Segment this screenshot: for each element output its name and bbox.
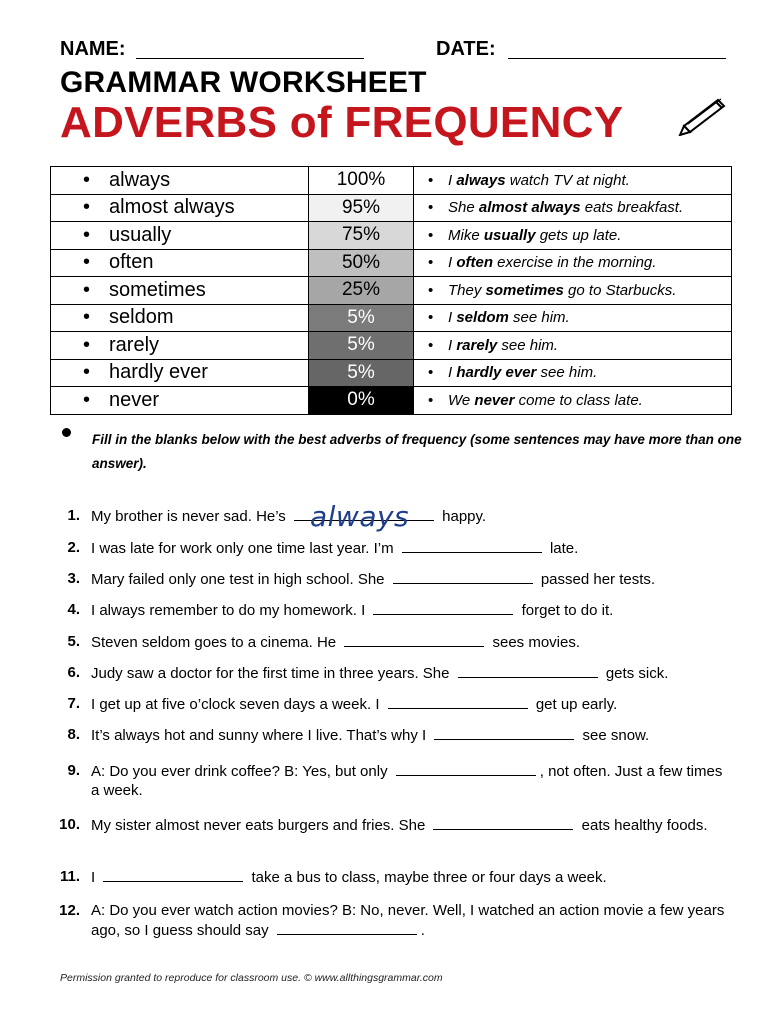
question-post: forget to do it. bbox=[517, 602, 614, 619]
example-pre: I bbox=[448, 364, 457, 382]
question-number: 3. bbox=[67, 570, 80, 587]
bullet: • bbox=[428, 254, 434, 272]
question-post: passed her tests. bbox=[536, 571, 656, 588]
percent-cell: 5% bbox=[309, 332, 414, 360]
frequency-row bbox=[51, 249, 732, 277]
frequency-row bbox=[51, 304, 732, 332]
percent-cell: 75% bbox=[309, 222, 414, 250]
question-item bbox=[58, 538, 728, 558]
example-adverb: often bbox=[456, 254, 494, 272]
example-cell bbox=[414, 194, 732, 222]
question-pre: I get up at five o’clock seven days a week. I bbox=[91, 696, 384, 713]
example-adverb: usually bbox=[483, 226, 536, 244]
question-number: 4. bbox=[67, 601, 80, 618]
example-pre: I bbox=[448, 336, 457, 354]
question-pre: I always remember to do my homework. I bbox=[91, 602, 370, 619]
answer-blank[interactable] bbox=[103, 867, 243, 882]
adverb-cell bbox=[51, 249, 309, 277]
adverb-word: always bbox=[109, 168, 171, 191]
question-number: 10. bbox=[59, 816, 80, 833]
adverb-word: rarely bbox=[109, 333, 160, 356]
answer-blank[interactable] bbox=[458, 663, 598, 678]
answer-blank[interactable] bbox=[277, 920, 417, 935]
example-pre: I bbox=[448, 254, 457, 272]
percent-cell: 50% bbox=[309, 249, 414, 277]
bullet: • bbox=[83, 333, 91, 356]
question-text bbox=[91, 663, 728, 683]
question-item bbox=[58, 761, 728, 800]
handwritten-answer: always bbox=[309, 500, 410, 533]
example-pre: Mike bbox=[448, 226, 484, 244]
adverb-cell bbox=[51, 304, 309, 332]
answer-blank[interactable] bbox=[344, 632, 484, 647]
percent-cell: 0% bbox=[309, 387, 414, 415]
question-number: 8. bbox=[67, 726, 80, 743]
question-number: 12. bbox=[59, 902, 80, 919]
question-number: 9. bbox=[67, 762, 80, 779]
adverb-word: sometimes bbox=[109, 278, 206, 301]
question-item bbox=[58, 632, 728, 652]
question-pre: Steven seldom goes to a cinema. He bbox=[91, 634, 341, 651]
question-text bbox=[91, 600, 728, 620]
example-adverb: rarely bbox=[456, 336, 498, 354]
frequency-row bbox=[51, 332, 732, 360]
adverb-word: usually bbox=[109, 223, 172, 246]
adverb-cell bbox=[51, 332, 309, 360]
example-pre: We bbox=[448, 391, 475, 409]
example-post: exercise in the morning. bbox=[493, 254, 657, 272]
frequency-row bbox=[51, 167, 732, 195]
example-pre: They bbox=[448, 281, 486, 299]
adverb-cell bbox=[51, 194, 309, 222]
frequency-row bbox=[51, 387, 732, 415]
example-post: eats breakfast. bbox=[580, 199, 684, 217]
bullet: • bbox=[428, 364, 434, 382]
question-text bbox=[91, 538, 728, 558]
example-cell bbox=[414, 304, 732, 332]
percent-cell: 5% bbox=[309, 359, 414, 387]
question-item bbox=[58, 694, 728, 714]
bullet: • bbox=[83, 361, 91, 384]
question-item bbox=[58, 663, 728, 683]
question-pre: A: Do you ever watch action movies? B: No, never. Well, I watched an action movie a few years ago, so I guess should say bbox=[91, 902, 725, 939]
answer-blank[interactable] bbox=[434, 725, 574, 740]
example-adverb: seldom bbox=[456, 309, 509, 327]
question-item bbox=[58, 867, 728, 887]
question-pre: Judy saw a doctor for the first time in three years. She bbox=[91, 665, 454, 682]
example-post: go to Starbucks. bbox=[563, 281, 677, 299]
answer-blank[interactable] bbox=[393, 569, 533, 584]
bullet: • bbox=[83, 196, 91, 219]
question-post: , not often. Just a few times a week. bbox=[91, 763, 723, 799]
bullet: • bbox=[83, 306, 91, 329]
answer-blank[interactable] bbox=[373, 600, 513, 615]
question-pre: My sister almost never eats burgers and fries. She bbox=[91, 817, 430, 834]
question-number: 5. bbox=[67, 633, 80, 650]
question-pre: My brother is never sad. He’s bbox=[91, 508, 290, 525]
question-post: eats healthy foods. bbox=[577, 817, 708, 834]
question-number: 7. bbox=[67, 695, 80, 712]
pencil-icon bbox=[678, 96, 730, 136]
question-pre: I was late for work only one time last year. I’m bbox=[91, 540, 398, 557]
example-adverb: never bbox=[474, 391, 515, 409]
example-post: gets up late. bbox=[535, 226, 622, 244]
question-pre: It’s always hot and sunny where I live. That’s why I bbox=[91, 727, 431, 744]
adverb-cell bbox=[51, 277, 309, 305]
bullet: • bbox=[83, 223, 91, 246]
example-adverb: almost always bbox=[478, 199, 581, 217]
question-text bbox=[91, 694, 728, 714]
answer-blank[interactable] bbox=[402, 538, 542, 553]
adverb-cell bbox=[51, 359, 309, 387]
question-text bbox=[91, 867, 728, 887]
example-post: see him. bbox=[536, 364, 598, 382]
question-post: take a bus to class, maybe three or four days a week. bbox=[247, 869, 607, 886]
percent-cell: 25% bbox=[309, 277, 414, 305]
bullet: • bbox=[83, 278, 91, 301]
instructions: Fill in the blanks below with the best adverbs of frequency (some sentences may have more than one answer). bbox=[92, 432, 742, 471]
frequency-row bbox=[51, 359, 732, 387]
instructions-bullet bbox=[62, 428, 71, 437]
question-text bbox=[91, 901, 728, 940]
example-cell bbox=[414, 332, 732, 360]
example-pre: I bbox=[448, 309, 457, 327]
date-label: DATE: bbox=[436, 38, 496, 60]
adverb-word: often bbox=[109, 251, 154, 274]
adverb-cell bbox=[51, 387, 309, 415]
adverb-cell bbox=[51, 222, 309, 250]
bullet: • bbox=[428, 391, 434, 409]
example-cell bbox=[414, 249, 732, 277]
answer-blank[interactable] bbox=[433, 815, 573, 830]
question-post: sees movies. bbox=[488, 634, 581, 651]
example-adverb: always bbox=[456, 171, 506, 189]
question-item bbox=[58, 815, 728, 835]
example-cell bbox=[414, 222, 732, 250]
question-number: 6. bbox=[67, 664, 80, 681]
bullet: • bbox=[83, 251, 91, 274]
bullet: • bbox=[428, 336, 434, 354]
bullet: • bbox=[428, 226, 434, 244]
question-item bbox=[58, 725, 728, 745]
adverb-word: almost always bbox=[109, 196, 235, 219]
question-number: 11. bbox=[59, 868, 80, 885]
example-post: watch TV at night. bbox=[505, 171, 630, 189]
bullet: • bbox=[83, 168, 91, 191]
question-post: happy. bbox=[437, 508, 487, 525]
bullet: • bbox=[428, 199, 434, 217]
example-post: see him. bbox=[497, 336, 559, 354]
question-post: late. bbox=[545, 540, 579, 557]
adverb-word: seldom bbox=[109, 306, 174, 329]
percent-cell: 5% bbox=[309, 304, 414, 332]
frequency-row bbox=[51, 194, 732, 222]
question-item bbox=[58, 600, 728, 620]
bullet: • bbox=[428, 309, 434, 327]
worksheet-title: GRAMMAR WORKSHEET bbox=[60, 66, 427, 99]
question-number: 2. bbox=[67, 539, 80, 556]
question-text bbox=[91, 725, 728, 745]
percent-cell: 100% bbox=[309, 167, 414, 195]
bullet: • bbox=[83, 388, 91, 411]
example-cell bbox=[414, 359, 732, 387]
question-item bbox=[58, 569, 728, 589]
question-pre: Mary failed only one test in high school. She bbox=[91, 571, 389, 588]
bullet: • bbox=[428, 281, 434, 299]
example-cell bbox=[414, 167, 732, 195]
example-adverb: sometimes bbox=[485, 281, 564, 299]
question-text bbox=[91, 815, 728, 835]
question-text bbox=[91, 632, 728, 652]
footer-permission: Permission granted to reproduce for classroom use. © www.allthingsgrammar.com bbox=[60, 972, 443, 984]
frequency-table bbox=[50, 166, 732, 415]
question-text bbox=[91, 500, 728, 533]
adverb-word: never bbox=[109, 388, 160, 411]
example-pre: I bbox=[448, 171, 457, 189]
name-field[interactable] bbox=[136, 58, 364, 59]
adverb-word: hardly ever bbox=[109, 361, 208, 384]
name-label: NAME: bbox=[60, 38, 126, 60]
bullet: • bbox=[428, 171, 434, 189]
answer-blank[interactable] bbox=[388, 694, 528, 709]
example-adverb: hardly ever bbox=[456, 364, 537, 382]
answer-blank[interactable] bbox=[294, 500, 434, 533]
example-cell bbox=[414, 277, 732, 305]
question-post: gets sick. bbox=[601, 665, 669, 682]
date-field[interactable] bbox=[508, 58, 726, 59]
adverb-cell bbox=[51, 167, 309, 195]
question-post: . bbox=[420, 922, 425, 939]
example-cell bbox=[414, 387, 732, 415]
worksheet-subtitle: ADVERBS of FREQUENCY bbox=[60, 98, 624, 147]
example-post: come to class late. bbox=[514, 391, 643, 409]
question-pre: I bbox=[91, 869, 100, 886]
example-pre: She bbox=[448, 199, 479, 217]
question-post: get up early. bbox=[531, 696, 618, 713]
question-item bbox=[58, 901, 728, 940]
question-post: see snow. bbox=[578, 727, 650, 744]
frequency-row bbox=[51, 222, 732, 250]
frequency-row bbox=[51, 277, 732, 305]
percent-cell: 95% bbox=[309, 194, 414, 222]
question-number: 1. bbox=[67, 507, 80, 524]
question-text bbox=[91, 761, 728, 800]
question-pre: A: Do you ever drink coffee? B: Yes, but only bbox=[91, 763, 392, 780]
answer-blank[interactable] bbox=[396, 761, 536, 776]
example-post: see him. bbox=[508, 309, 570, 327]
question-text bbox=[91, 569, 728, 589]
question-item bbox=[58, 500, 728, 533]
